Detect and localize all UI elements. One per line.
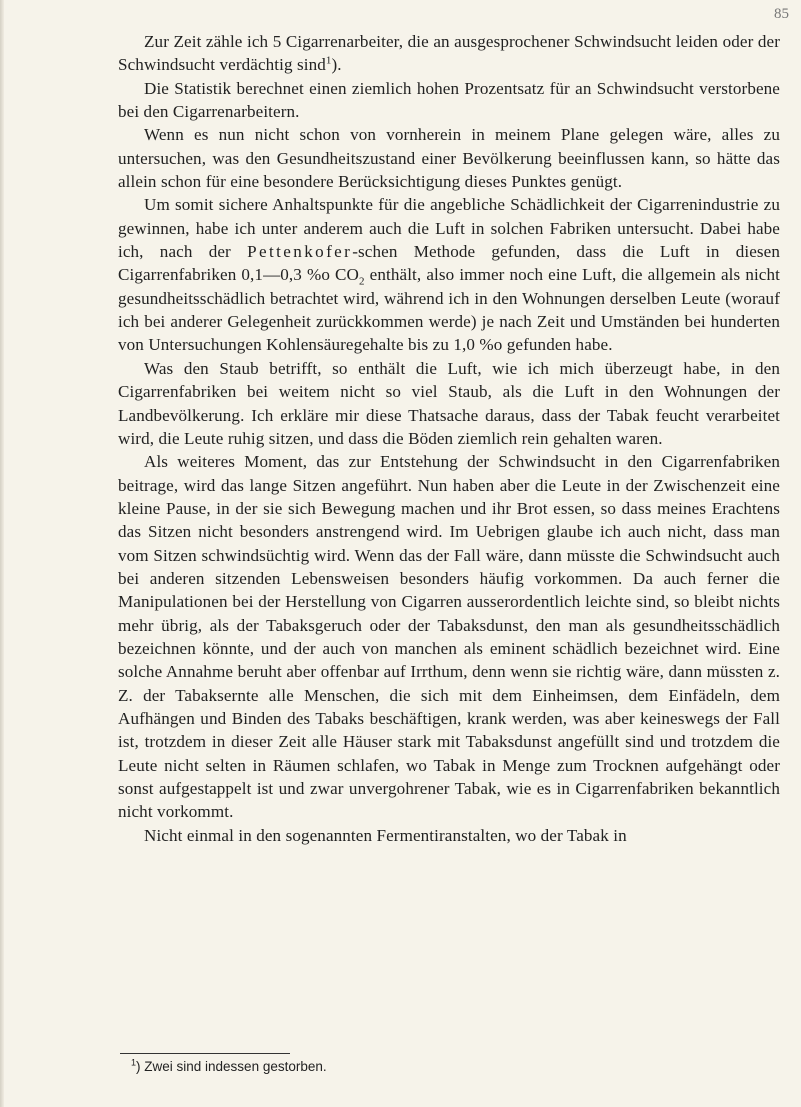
footnote-reference: 1 — [325, 54, 332, 67]
paragraph-1-end: ). — [331, 55, 342, 75]
permille-unit-1: %o — [307, 265, 330, 285]
paragraph-4-text-b: -schen Methode gefunden, dass die Luft in diesen Cigarrenfabriken 0,1—0,3 — [118, 242, 780, 285]
body-text — [118, 30, 780, 847]
paragraph-1-text: Zur Zeit zähle ich 5 Cigarrenarbeiter, die an ausgesprochener Schwindsucht leiden oder der Schwindsucht verdächtig sind — [118, 32, 780, 75]
paragraph-3: Wenn es nun nicht schon von vornherein in meinem Plane gelegen wäre, alles zu untersuchen, was den Gesundheitszustand einer Bevölkerung beeinflussen kann, so hätte das allein schon für eine besondere Berücksichtigung dieses Punktes genügt. — [118, 125, 780, 192]
footnote-mark: 1 — [131, 1057, 137, 1068]
paragraph-1 — [118, 30, 780, 77]
paragraph-4 — [118, 193, 780, 356]
permille-unit-2: %o — [479, 335, 503, 355]
page-number: 85 — [774, 6, 789, 22]
paragraph-4-text-d: gefunden habe. — [502, 335, 613, 355]
co2-formula: CO — [330, 265, 360, 285]
co2-subscript: 2 — [359, 275, 365, 288]
footnote-text: ) Zwei sind indessen gestorben. — [136, 1059, 327, 1074]
paragraph-7: Nicht einmal in den sogenannten Fermentiranstalten, wo der Tabak in — [144, 825, 627, 845]
footnote — [131, 1059, 327, 1074]
paragraph-2: Die Statistik berechnet einen ziemlich hohen Prozentsatz für an Schwindsucht verstorbene bei den Cigarrenarbeitern. — [118, 78, 780, 122]
paragraph-6: Als weiteres Moment, das zur Entstehung der Schwindsucht in den Cigarrenfabriken beitrage, wird das lange Sitzen angeführt. Nun haben aber die Leute in der Zwischenzeit eine kleine Pause, in der sie sich Bewegung machen und ihr Brot essen, so dass meines Erachtens das Sitzen nicht besonders anstrengend wird. Im Uebrigen glaube ich auch nicht, dass man vom Sitzen schwindsüchtig wird. Wenn das der Fall wäre, dann müsste die Schwindsucht auch bei anderen sitzenden Lebensweisen besonders häufig vorkommen. Da auch ferner die Manipulationen bei der Herstellung von Cigarren ausserordentlich leichte sind, so bleibt nichts mehr übrig, als der Tabaksgeruch oder der Tabaksdunst, den man als gesundheitsschädlich bezeichnen könnte, und der auch von manchen als eminent schädlich bezeichnet wird. Eine solche Annahme beruht aber offenbar auf Irrthum, denn wenn sie richtig wäre, dann müssten z. Z. der Tabaksernte alle Menschen, die sich mit dem Einheimsen, dem Einfädeln, dem Aufhängen und Binden des Tabaks beschäftigen, krank werden, was aber keineswegs der Fall ist, trotzdem in dieser Zeit alle Häuser stark mit Tabaksdunst angefüllt sind und trotzdem die Leute nicht selten in Räumen schlafen, wo Tabak in Menge zum Trocknen aufgehängt oder sonst aufgestappelt ist und zwar unvergohrener Tabak, wie es in Cigarrenfabriken bekanntlich nicht vorkommt. — [118, 452, 780, 822]
pettenkofer-name: Pettenkofer — [247, 242, 353, 262]
footnote-rule — [120, 1053, 290, 1054]
paragraph-4-text-a: Um somit sichere Anhaltspunkte für die angebliche Schädlichkeit der Cigarrenindustrie zu gewinnen, habe ich unter anderem auch die Luft in solchen Fabriken untersucht. Dabei habe ich, nach der — [118, 195, 780, 262]
page-binding-edge — [0, 0, 4, 1107]
paragraph-4-text-c: enthält, also immer noch eine Luft, die allgemein als nicht gesundheitsschädlich betrachtet wird, während ich in den Wohnungen derselben Leute (worauf ich bei anderer Gelegenheit zurückkommen werde) je nach Zeit und Umständen bei hunderten von Untersuchungen Kohlensäuregehalte bis zu 1,0 — [118, 265, 780, 355]
paragraph-5: Was den Staub betrifft, so enthält die Luft, wie ich mich überzeugt habe, in den Cigarrenfabriken bei weitem nicht so viel Staub, als die Luft in den Wohnungen der Landbevölkerung. Ich erkläre mir diese Thatsache daraus, dass der Tabak feucht verarbeitet wird, die Leute ruhig sitzen, und dass die Böden ziemlich rein gehalten waren. — [118, 358, 780, 448]
